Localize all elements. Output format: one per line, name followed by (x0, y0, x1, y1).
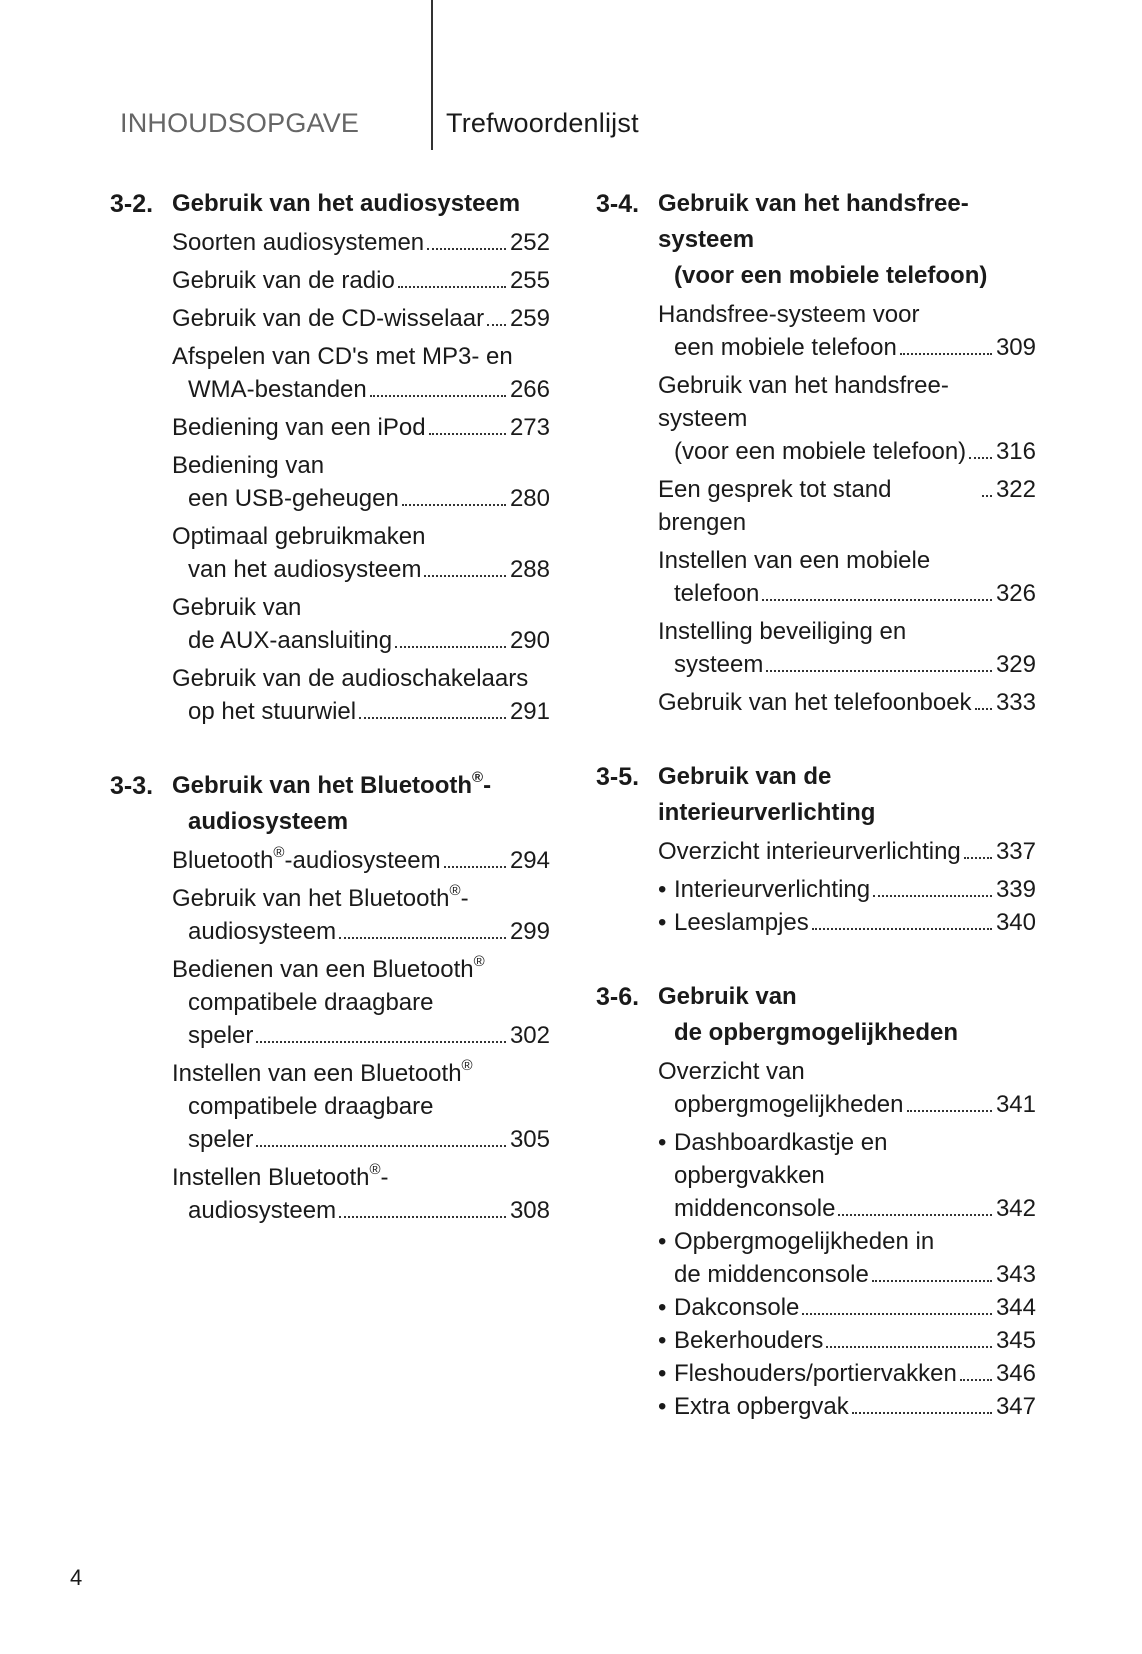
page-ref: 333 (995, 689, 1036, 716)
dot-leader (812, 928, 992, 930)
entry-label: Dashboardkastje en (674, 1129, 888, 1156)
bullet-icon: • (658, 1327, 667, 1354)
entry-label: Overzicht interieurverlichting (658, 838, 961, 865)
entry-label: Gebruik van (172, 594, 302, 621)
entry-label-cont: audiosysteem (188, 918, 337, 945)
section-3-5 (596, 759, 1036, 939)
dot-leader (964, 857, 992, 859)
entry-label: Overzicht van (658, 1058, 805, 1085)
page-ref: 259 (509, 305, 550, 332)
dot-leader (429, 433, 506, 435)
entry-label-cont: op het stuurwiel (188, 698, 357, 725)
toc-subentry[interactable] (658, 1225, 1036, 1291)
entry-label-cont: opbergvakken (674, 1162, 825, 1189)
dot-leader (427, 248, 506, 250)
entry-label: Gebruik van de radio (172, 267, 395, 294)
section-3-2 (110, 186, 550, 728)
entry-label: Gebruik van de audioschakelaars (172, 665, 529, 692)
entry-label-cont: telefoon (674, 580, 760, 607)
section-3-4 (596, 186, 1036, 719)
toc-entry[interactable] (172, 953, 550, 1052)
bullet-icon: • (658, 876, 667, 903)
page-ref: 322 (995, 476, 1036, 503)
entry-label-cont: compatibele draagbare (188, 1093, 434, 1120)
section-number: 3-6. (596, 983, 640, 1011)
toc-entry[interactable] (172, 411, 550, 444)
bullet-icon: • (658, 1360, 667, 1387)
section-title: Gebruik van de interieurverlichting (658, 763, 876, 826)
toc-entry[interactable] (172, 882, 550, 948)
dot-leader (982, 495, 992, 497)
section-number: 3-3. (110, 772, 154, 800)
page-ref: 339 (995, 876, 1036, 903)
tab-inhoudsopgave[interactable]: INHOUDSOPGAVE (120, 108, 360, 138)
dot-leader (256, 1145, 506, 1147)
dot-leader (872, 1280, 992, 1282)
entry-label-cont: de AUX-aansluiting (188, 627, 393, 654)
dot-leader (873, 895, 992, 897)
dot-leader (339, 1216, 506, 1218)
entry-label: Gebruik van het handsfree-systeem (658, 372, 949, 432)
entry-label-cont: systeem (674, 651, 764, 678)
entry-label: Bediening van een iPod (172, 414, 426, 441)
toc-subentry[interactable] (658, 1324, 1036, 1357)
entry-label: Soorten audiosystemen (172, 229, 425, 256)
dot-leader (359, 717, 506, 719)
page-ref: 342 (995, 1195, 1036, 1222)
page-ref: 326 (995, 580, 1036, 607)
toc-entry[interactable] (172, 226, 550, 259)
dot-leader (802, 1313, 992, 1315)
page-ref: 266 (509, 376, 550, 403)
section-title: Gebruik van het audiosysteem (172, 190, 521, 217)
bullet-icon: • (658, 1228, 667, 1255)
page-ref: 344 (995, 1294, 1036, 1321)
toc-subentry[interactable] (658, 1291, 1036, 1324)
toc-column-right (596, 186, 1036, 1463)
section-heading[interactable] (110, 186, 550, 222)
entry-label-cont: audiosysteem (188, 1197, 337, 1224)
registered-mark: ® (449, 882, 461, 899)
entry-label: Gebruik van het Bluetooth®- (172, 882, 469, 912)
dot-leader (900, 353, 992, 355)
dot-leader (444, 866, 506, 868)
page-ref: 346 (995, 1360, 1036, 1387)
section-number: 3-2. (110, 190, 154, 218)
toc-subentry[interactable] (658, 873, 1036, 906)
toc-subentry[interactable] (658, 1390, 1036, 1423)
entry-label: Instelling beveiliging en (658, 618, 907, 645)
toc-entry[interactable] (658, 544, 1036, 610)
page-ref: 252 (509, 229, 550, 256)
toc-column-left (110, 186, 550, 1267)
dot-leader (402, 504, 506, 506)
section-heading[interactable] (110, 768, 550, 840)
entry-label: Bedienen van een Bluetooth® (172, 953, 485, 983)
registered-mark: ® (473, 953, 485, 970)
page-ref: 329 (995, 651, 1036, 678)
entry-label-cont: opbergmogelijkheden (674, 1091, 904, 1118)
toc-subentry[interactable] (658, 906, 1036, 939)
page-ref: 280 (509, 485, 550, 512)
entry-label: Instellen van een mobiele (658, 547, 931, 574)
entry-label: Interieurverlichting (674, 876, 871, 903)
registered-mark: ® (273, 844, 285, 861)
entry-label: Dakconsole (674, 1294, 800, 1321)
toc-subentry[interactable] (658, 1357, 1036, 1390)
section-3-3 (110, 768, 550, 1227)
entry-label: Extra opbergvak (674, 1393, 849, 1420)
page-number: 4 (70, 1565, 83, 1590)
toc-entry[interactable] (658, 369, 1036, 468)
toc-entry[interactable] (172, 844, 550, 877)
page-ref: 299 (509, 918, 550, 945)
dot-leader (762, 599, 992, 601)
toc-entry[interactable] (172, 520, 550, 586)
entry-label: Afspelen van CD's met MP3- en (172, 343, 513, 370)
toc-entry[interactable] (658, 686, 1036, 719)
entry-label-cont: een mobiele telefoon (674, 334, 897, 361)
page-ref: 343 (995, 1261, 1036, 1288)
page-ref: 291 (509, 698, 550, 725)
toc-entry[interactable] (658, 615, 1036, 681)
section-heading[interactable] (596, 186, 1036, 294)
bullet-icon: • (658, 1129, 667, 1156)
page-ref: 308 (509, 1197, 550, 1224)
dot-leader (370, 395, 506, 397)
page-ref: 337 (995, 838, 1036, 865)
section-heading[interactable] (596, 759, 1036, 831)
toc-entry[interactable] (172, 264, 550, 297)
tab-trefwoordenlijst[interactable]: Trefwoordenlijst (446, 108, 639, 138)
dot-leader (852, 1412, 992, 1414)
dot-leader (960, 1379, 992, 1381)
toc-entry[interactable] (658, 1055, 1036, 1121)
entry-label: Fleshouders/portiervakken (674, 1360, 957, 1387)
page-ref: 347 (995, 1393, 1036, 1420)
entry-label: Optimaal gebruikmaken (172, 523, 426, 550)
dot-leader (398, 286, 506, 288)
section-number: 3-5. (596, 763, 640, 791)
entry-label: Gebruik van de CD-wisselaar (172, 305, 485, 332)
entry-label: Instellen van een Bluetooth® (172, 1057, 473, 1087)
page-ref: 288 (509, 556, 550, 583)
toc-entry[interactable] (172, 1161, 550, 1227)
dot-leader (826, 1346, 992, 1348)
toc-entry[interactable] (172, 449, 550, 515)
page-ref: 341 (995, 1091, 1036, 1118)
dot-leader (339, 937, 506, 939)
entry-label-cont: compatibele draagbare (188, 989, 434, 1016)
dot-leader (256, 1041, 506, 1043)
dot-leader (975, 708, 992, 710)
dot-leader (487, 324, 506, 326)
toc-entry[interactable] (658, 298, 1036, 364)
entry-label-cont: van het audiosysteem (188, 556, 422, 583)
tab-divider (431, 0, 433, 150)
page-ref: 302 (509, 1022, 550, 1049)
page-ref: 290 (509, 627, 550, 654)
toc-subentry[interactable] (658, 1126, 1036, 1225)
entry-label: Leeslampjes (674, 909, 809, 936)
dot-leader (395, 646, 506, 648)
dot-leader (766, 670, 992, 672)
entry-label-cont: middenconsole (674, 1195, 836, 1222)
page-ref: 316 (995, 438, 1036, 465)
entry-label: Bekerhouders (674, 1327, 824, 1354)
entry-label: Opbergmogelijkheden in (674, 1228, 935, 1255)
section-title: Gebruik van het handsfree-systeem (voor een mobiele telefoon) (658, 190, 988, 289)
entry-label-cont: (voor een mobiele telefoon) (674, 438, 967, 465)
page-ref: 255 (509, 267, 550, 294)
dot-leader (969, 457, 992, 459)
bullet-icon: • (658, 909, 667, 936)
toc-entry[interactable] (658, 473, 1036, 539)
section-title: Gebruik van het Bluetooth®- audiosysteem (172, 769, 492, 835)
toc-entry[interactable] (172, 1057, 550, 1156)
toc-entry[interactable] (658, 835, 1036, 868)
toc-entry[interactable] (172, 591, 550, 657)
entry-label-cont: de middenconsole (674, 1261, 869, 1288)
bullet-icon: • (658, 1393, 667, 1420)
entry-label: Bediening van (172, 452, 325, 479)
section-title: Gebruik van de opbergmogelijkheden (658, 983, 959, 1046)
entry-label: Gebruik van het telefoonboek (658, 689, 972, 716)
toc-entry[interactable] (172, 340, 550, 406)
page-ref: 273 (509, 414, 550, 441)
entry-label: Een gesprek tot stand brengen (658, 476, 892, 536)
entry-label: Bluetooth®-audiosysteem (172, 844, 441, 874)
entry-label-cont: speler (188, 1126, 254, 1153)
toc-entry[interactable] (172, 662, 550, 728)
page-ref: 345 (995, 1327, 1036, 1354)
page-ref: 309 (995, 334, 1036, 361)
entry-label-cont: WMA-bestanden (188, 376, 367, 403)
entry-label-cont: speler (188, 1022, 254, 1049)
page-ref: 294 (509, 847, 550, 874)
section-heading[interactable] (596, 979, 1036, 1051)
bullet-icon: • (658, 1294, 667, 1321)
dot-leader (838, 1214, 992, 1216)
registered-mark: ® (472, 769, 484, 786)
page-ref: 340 (995, 909, 1036, 936)
page-ref: 305 (509, 1126, 550, 1153)
dot-leader (907, 1110, 992, 1112)
toc-entry[interactable] (172, 302, 550, 335)
registered-mark: ® (461, 1057, 473, 1074)
entry-label: Instellen Bluetooth®- (172, 1161, 389, 1191)
section-number: 3-4. (596, 190, 640, 218)
registered-mark: ® (369, 1161, 381, 1178)
section-3-6 (596, 979, 1036, 1423)
dot-leader (424, 575, 505, 577)
entry-label-cont: een USB-geheugen (188, 485, 399, 512)
entry-label: Handsfree-systeem voor (658, 301, 920, 328)
